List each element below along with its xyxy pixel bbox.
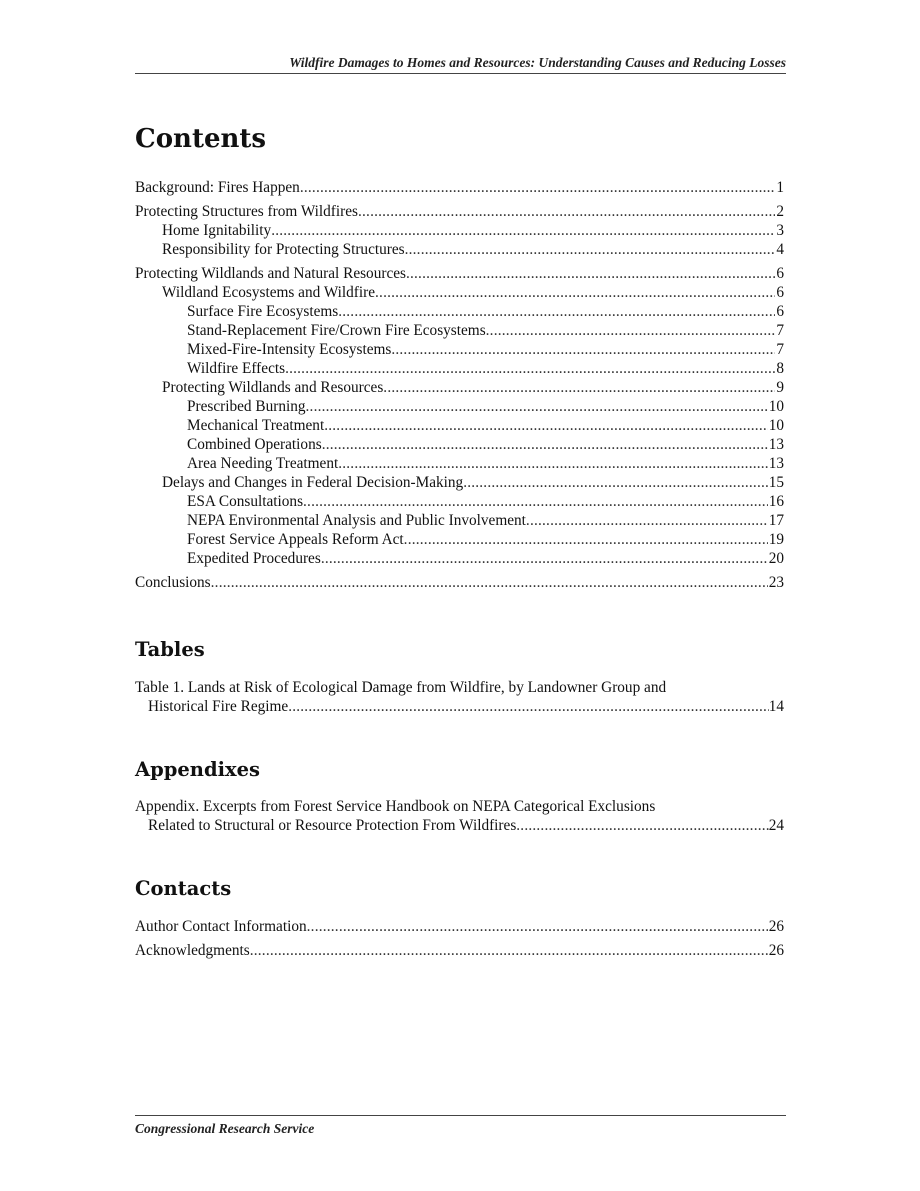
toc-entry[interactable]: Responsibility for Protecting Structures ..... 4 — [135, 240, 784, 259]
toc-entry[interactable]: ESA Consultations ..... 16 — [135, 492, 784, 511]
toc-entry[interactable]: Wildland Ecosystems and Wildfire ..... 6 — [135, 283, 784, 302]
toc-entry[interactable]: Protecting Wildlands and Resources ..... 9 — [135, 378, 784, 397]
appendixes-heading: Appendixes — [135, 758, 261, 781]
toc-entry[interactable]: Stand-Replacement Fire/Crown Fire Ecosystems ..... 7 — [135, 321, 784, 340]
toc-entry[interactable]: Expedited Procedures ..... 20 — [135, 549, 784, 568]
toc-entry[interactable]: Author Contact Information ..... 26 — [135, 917, 784, 936]
appendix-entry[interactable]: Appendix. Excerpts from Forest Service Handbook on NEPA Categorical Exclusions Related to Structural or Resource Protection From Wildfires ..... 24 — [135, 797, 784, 835]
running-footer: Congressional Research Service — [135, 1121, 315, 1136]
toc-entry[interactable]: Acknowledgments ..... 26 — [135, 941, 784, 960]
toc-entry[interactable]: Combined Operations ..... 13 — [135, 435, 784, 454]
toc-entry[interactable]: NEPA Environmental Analysis and Public Involvement ..... 17 — [135, 511, 784, 530]
toc-entry[interactable]: Protecting Structures from Wildfires ..... 2 — [135, 202, 784, 221]
toc-entry[interactable]: Home Ignitability ..... 3 — [135, 221, 784, 240]
footer-rule — [135, 1115, 786, 1116]
toc-entry[interactable]: Background: Fires Happen ..... 1 — [135, 178, 784, 197]
toc-entry[interactable]: Wildfire Effects ..... 8 — [135, 359, 784, 378]
toc-entry[interactable]: Prescribed Burning ..... 10 — [135, 397, 784, 416]
toc-entry[interactable]: Mechanical Treatment ..... 10 — [135, 416, 784, 435]
contents-title: Contents — [135, 124, 267, 154]
tables-heading: Tables — [135, 638, 205, 661]
header-rule — [135, 73, 786, 74]
toc-entry[interactable]: Delays and Changes in Federal Decision-Making ..... 15 — [135, 473, 784, 492]
toc-entry[interactable]: Area Needing Treatment ..... 13 — [135, 454, 784, 473]
contacts-heading: Contacts — [135, 877, 232, 900]
toc-entry[interactable]: Forest Service Appeals Reform Act ..... 19 — [135, 530, 784, 549]
toc-entry[interactable]: Conclusions ..... 23 — [135, 573, 784, 592]
running-header: Wildfire Damages to Homes and Resources: Understanding Causes and Reducing Losses — [289, 55, 786, 70]
toc-entry[interactable]: Mixed-Fire-Intensity Ecosystems ..... 7 — [135, 340, 784, 359]
contacts-list — [135, 917, 784, 960]
toc-entry[interactable]: Protecting Wildlands and Natural Resources ..... 6 — [135, 264, 784, 283]
contents-list — [135, 178, 784, 592]
toc-entry[interactable]: Surface Fire Ecosystems ..... 6 — [135, 302, 784, 321]
table-entry[interactable]: Table 1. Lands at Risk of Ecological Damage from Wildfire, by Landowner Group and Historical Fire Regime ..... 14 — [135, 678, 784, 716]
